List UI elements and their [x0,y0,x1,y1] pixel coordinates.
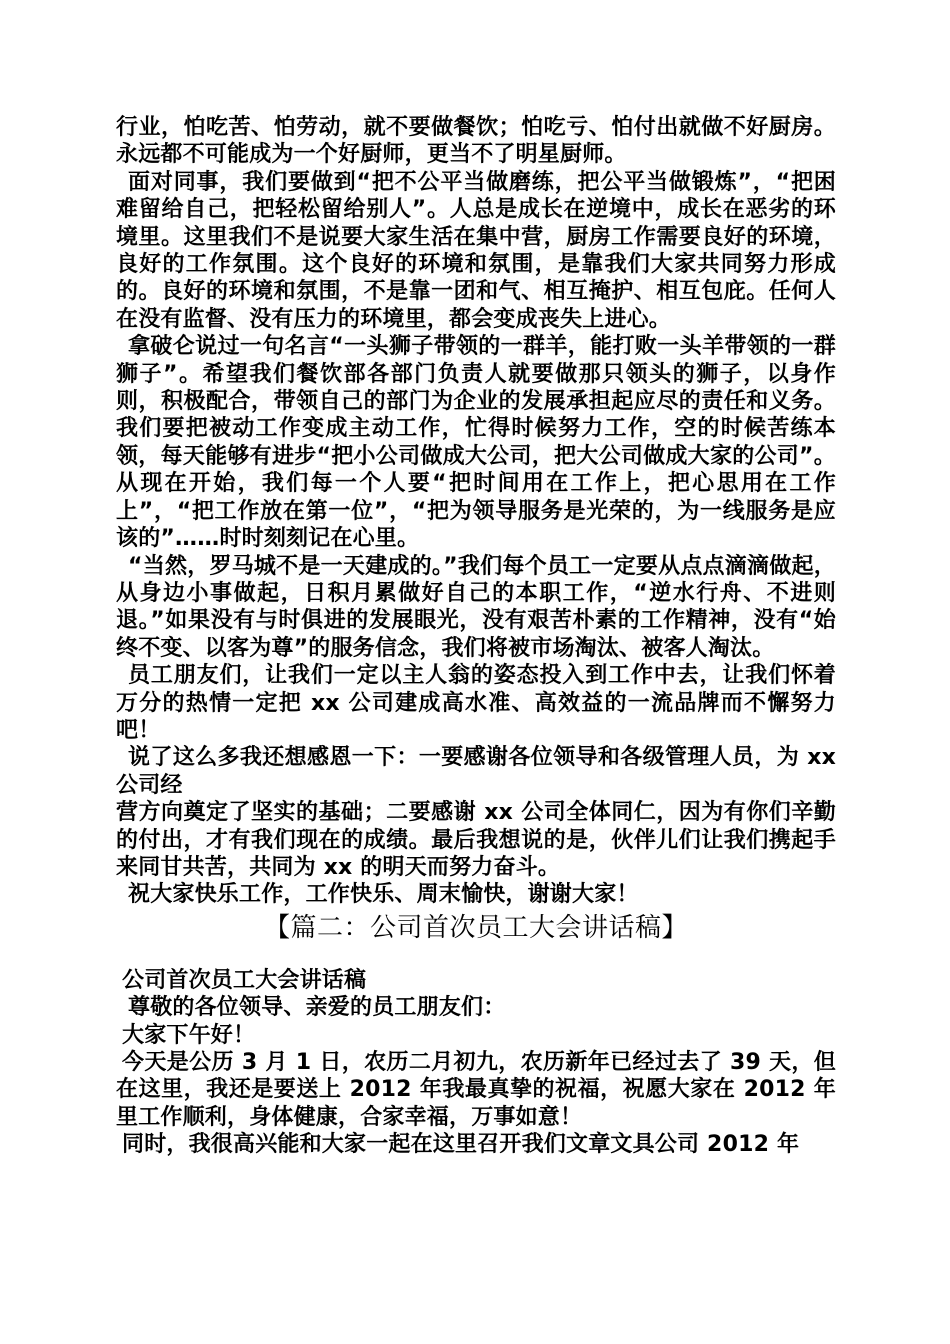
paragraph-6: 说了这么多我还想感恩一下：一要感谢各位领导和各级管理人员，为 xx 公司经 [116,745,836,798]
paragraph-2: 面对同事，我们要做到“把不公平当做磨练，把公平当做锻炼”，“把困难留给自己，把轻松留给别人”。人总是成长在逆境中，成长在恶劣的环境里。这里我们不是说要大家生活在集中营，厨房工作需要良好的环境，良好的工作氛围。这个良好的环境和氛围，是靠我们大家共同努力形成的。良好的环境和氛围，不是靠一团和气、相互掩护、相互包庇。任何人在没有监督、没有压力的环境里，都会变成丧失上进心。 [116,169,836,332]
paragraph-4: “当然，罗马城不是一天建成的。”我们每个员工一定要从点点滴滴做起，从身边小事做起，日积月累做好自己的本职工作，“逆水行舟、不进则退。”如果没有与时俱进的发展眼光，没有艰苦朴素的工作精神，没有“始终不变、以客为尊”的服务信念，我们将被市场淘汰、被客人淘汰。 [116,553,836,661]
section-title: 【篇二：公司首次员工大会讲话稿】 [263,912,688,943]
document-page [116,114,836,1159]
section-gap [116,945,836,967]
salutation: 尊敬的各位领导、亲爱的员工朋友们： [128,995,506,1021]
paragraph-7: 营方向奠定了坚实的基础；二要感谢 xx 公司全体同仁，因为有你们辛勤的付出，才有我们现在的成绩。最后我想说的是，伙伴儿们让我们携起手来同甘共苦，共同为 xx 的明天而努力奋斗。 [116,800,836,880]
paragraph-meeting: 同时，我很高兴能和大家一起在这里召开我们文章文具公司 2012 年 [122,1132,800,1158]
speech-title: 公司首次员工大会讲话稿 [122,967,367,993]
paragraph-date: 今天是公历 3 月 1 日，农历二月初九，农历新年已经过去了 39 天，但在这里，我还是要送上 2012 年我最真挚的祝福，祝愿大家在 2012 年里工作顺利，身体健康，合家幸福，万事如意！ [116,1050,836,1130]
paragraph-5: 员工朋友们，让我们一定以主人翁的姿态投入到工作中去，让我们怀着万分的热情一定把 xx 公司建成高水准、高效益的一流品牌而不懈努力吧！ [116,663,836,743]
greeting: 大家下午好！ [122,1022,256,1048]
paragraph-1: 行业，怕吃苦、怕劳动，就不要做餐饮；怕吃亏、怕付出就做不好厨房。永远都不可能成为一个好厨师，更当不了明星厨师。 [116,115,836,168]
paragraph-8: 祝大家快乐工作，工作快乐、周末愉快，谢谢大家！ [128,882,639,908]
paragraph-3: 拿破仑说过一句名言“一头狮子带领的一群羊，能打败一头羊带领的一群狮子”。希望我们餐饮部各部门负责人就要做那只领头的狮子，以身作则，积极配合，带领自己的部门为企业的发展承担起应尽的责任和义务。我们要把被动工作变成主动工作，忙得时候努力工作，空的时候苦练本领，每天能够有进步“把小公司做成大公司，把大公司做成大家的公司”。从现在开始，我们每一个人要“把时间用在工作上，把心思用在工作上”，“把工作放在第一位”，“把为领导服务是光荣的，为一线服务是应该的”……时时刻刻记在心里。 [116,334,836,552]
